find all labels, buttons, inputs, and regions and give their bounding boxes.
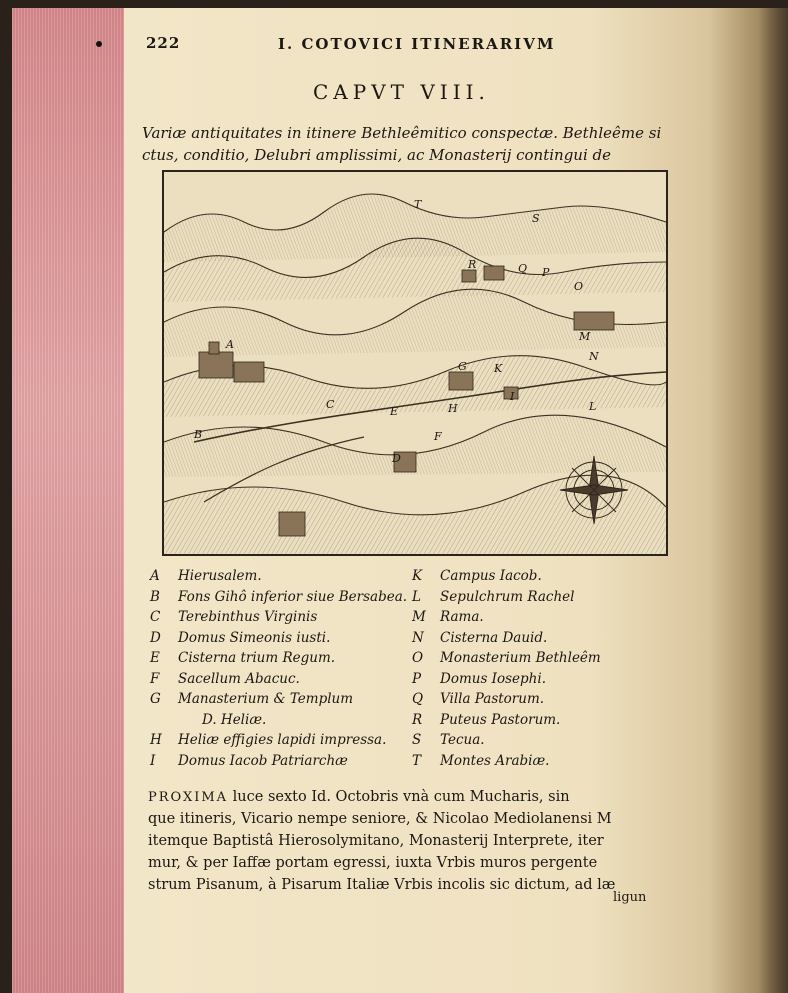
legend-key: H xyxy=(150,732,162,748)
running-head: I. COTOVICI ITINERARIVM xyxy=(278,35,556,53)
legend-text: Terebinthus Virginis xyxy=(178,609,318,625)
legend-key: R xyxy=(412,711,423,728)
legend-key: C xyxy=(150,609,161,625)
legend-text: Puteus Pastorum. xyxy=(440,711,561,728)
legend-left-column xyxy=(150,566,407,771)
legend-key: G xyxy=(150,691,161,707)
legend-item xyxy=(412,587,601,608)
legend-text: Villa Pastorum. xyxy=(440,691,545,707)
legend-item xyxy=(412,607,601,628)
legend-item-continuation xyxy=(150,710,407,731)
legend-key: B xyxy=(150,588,160,605)
legend-right-column xyxy=(412,566,601,771)
map-engraving xyxy=(164,172,666,554)
body-line xyxy=(148,786,668,808)
map-letter: R xyxy=(468,258,477,271)
legend-text: Sacellum Abacuc. xyxy=(178,670,300,687)
map-letter: N xyxy=(589,350,599,363)
legend-item xyxy=(412,730,601,751)
legend-key: S xyxy=(412,732,422,748)
ink-dot xyxy=(96,41,102,47)
legend-key: K xyxy=(412,568,423,584)
legend-text: Fons Gihô inferior siue Bersabea. xyxy=(178,588,408,605)
legend-item xyxy=(150,587,407,608)
page-gutter-shadow xyxy=(758,8,788,993)
legend-key: I xyxy=(150,752,156,769)
page-number: 222 xyxy=(146,34,181,52)
legend-key: E xyxy=(150,650,160,666)
legend-text: Sepulchrum Rachel xyxy=(440,588,575,605)
legend-text: Cisterna trium Regum. xyxy=(178,650,336,666)
legend-text: Rama. xyxy=(440,609,484,625)
page-edge-stack xyxy=(12,8,124,993)
map-letter: S xyxy=(532,212,540,225)
legend-key: P xyxy=(412,670,422,687)
legend-item xyxy=(412,689,601,710)
legend-item xyxy=(150,689,407,710)
legend-text: Domus Iacob Patriarchæ xyxy=(178,752,348,769)
engraved-map-figure xyxy=(162,170,668,556)
legend-item xyxy=(412,751,601,772)
legend-key xyxy=(150,710,178,731)
legend-key: O xyxy=(412,650,424,666)
map-letter: G xyxy=(458,360,467,373)
map-letter: I xyxy=(510,390,515,403)
legend-text: Montes Arabiæ. xyxy=(440,752,550,769)
legend-item xyxy=(150,751,407,772)
legend-key: Q xyxy=(412,691,424,707)
map-letter: H xyxy=(448,402,458,415)
chapter-heading: CAPVT VIII. xyxy=(313,80,490,104)
legend-item xyxy=(412,710,601,731)
legend-key: M xyxy=(412,609,426,625)
legend-item xyxy=(412,566,601,587)
legend-text: Heliæ effigies lapidi impressa. xyxy=(178,732,387,748)
legend-key: N xyxy=(412,629,424,646)
catchword: ligun xyxy=(613,890,647,905)
body-line: itemque Baptistâ Hierosolymitano, Monasterij Interprete, iter xyxy=(148,833,604,849)
chapter-summary xyxy=(142,122,662,166)
map-letter: O xyxy=(574,280,584,293)
map-letter: B xyxy=(194,428,203,441)
legend-text: Hierusalem. xyxy=(178,568,262,584)
legend-item xyxy=(412,669,601,690)
map-letter: K xyxy=(494,362,503,375)
legend-text: Monasterium Bethleêm xyxy=(440,650,601,666)
map-letter: E xyxy=(390,405,399,418)
body-line: strum Pisanum, à Pisarum Italiæ Vrbis incolis sic dictum, ad læ xyxy=(148,877,616,893)
map-letter: C xyxy=(326,398,335,411)
legend-text: D. Heliæ. xyxy=(202,711,267,728)
legend-text: Domus Iosephi. xyxy=(440,670,546,687)
legend-key: L xyxy=(412,588,421,605)
legend-item xyxy=(150,628,407,649)
body-line: que itineris, Vicario nempe seniore, & Nicolao Mediolanensi M xyxy=(148,811,612,827)
legend-item xyxy=(150,730,407,751)
map-letter: P xyxy=(542,266,550,279)
legend-text: Campus Iacob. xyxy=(440,568,542,584)
legend-text: Manasterium & Templum xyxy=(178,691,354,707)
summary-line: Variæ antiquitates in itinere Bethleêmitico conspectæ. Bethleême si xyxy=(142,124,662,142)
summary-line: ctus, conditio, Delubri amplissimi, ac Monasterij contingui de xyxy=(142,146,611,164)
legend-key: F xyxy=(150,670,160,687)
map-letter: A xyxy=(226,338,234,351)
body-paragraph xyxy=(148,786,668,905)
legend-item xyxy=(150,566,407,587)
legend-item xyxy=(412,648,601,669)
lead-word: PROXIMA xyxy=(148,790,229,805)
body-line-text: luce sexto Id. Octobris vnà cum Mucharis, sin xyxy=(228,789,570,805)
legend-text: Cisterna Dauid. xyxy=(440,629,548,646)
body-line: mur, & per Iaffæ portam egressi, iuxta Vrbis muros pergente xyxy=(148,855,598,871)
map-letter: F xyxy=(434,430,442,443)
legend-key: A xyxy=(150,568,160,584)
legend-item xyxy=(150,648,407,669)
map-letter: Q xyxy=(518,262,528,275)
legend-item xyxy=(150,669,407,690)
legend-key: T xyxy=(412,752,422,769)
map-letter: L xyxy=(589,400,597,413)
legend-text: Domus Simeonis iusti. xyxy=(178,629,331,646)
legend-text: Tecua. xyxy=(440,732,485,748)
map-letter: M xyxy=(579,330,591,343)
legend-key: D xyxy=(150,629,161,646)
map-letter: D xyxy=(392,452,401,465)
legend-item xyxy=(412,628,601,649)
legend-item xyxy=(150,607,407,628)
map-letter: T xyxy=(414,198,422,211)
